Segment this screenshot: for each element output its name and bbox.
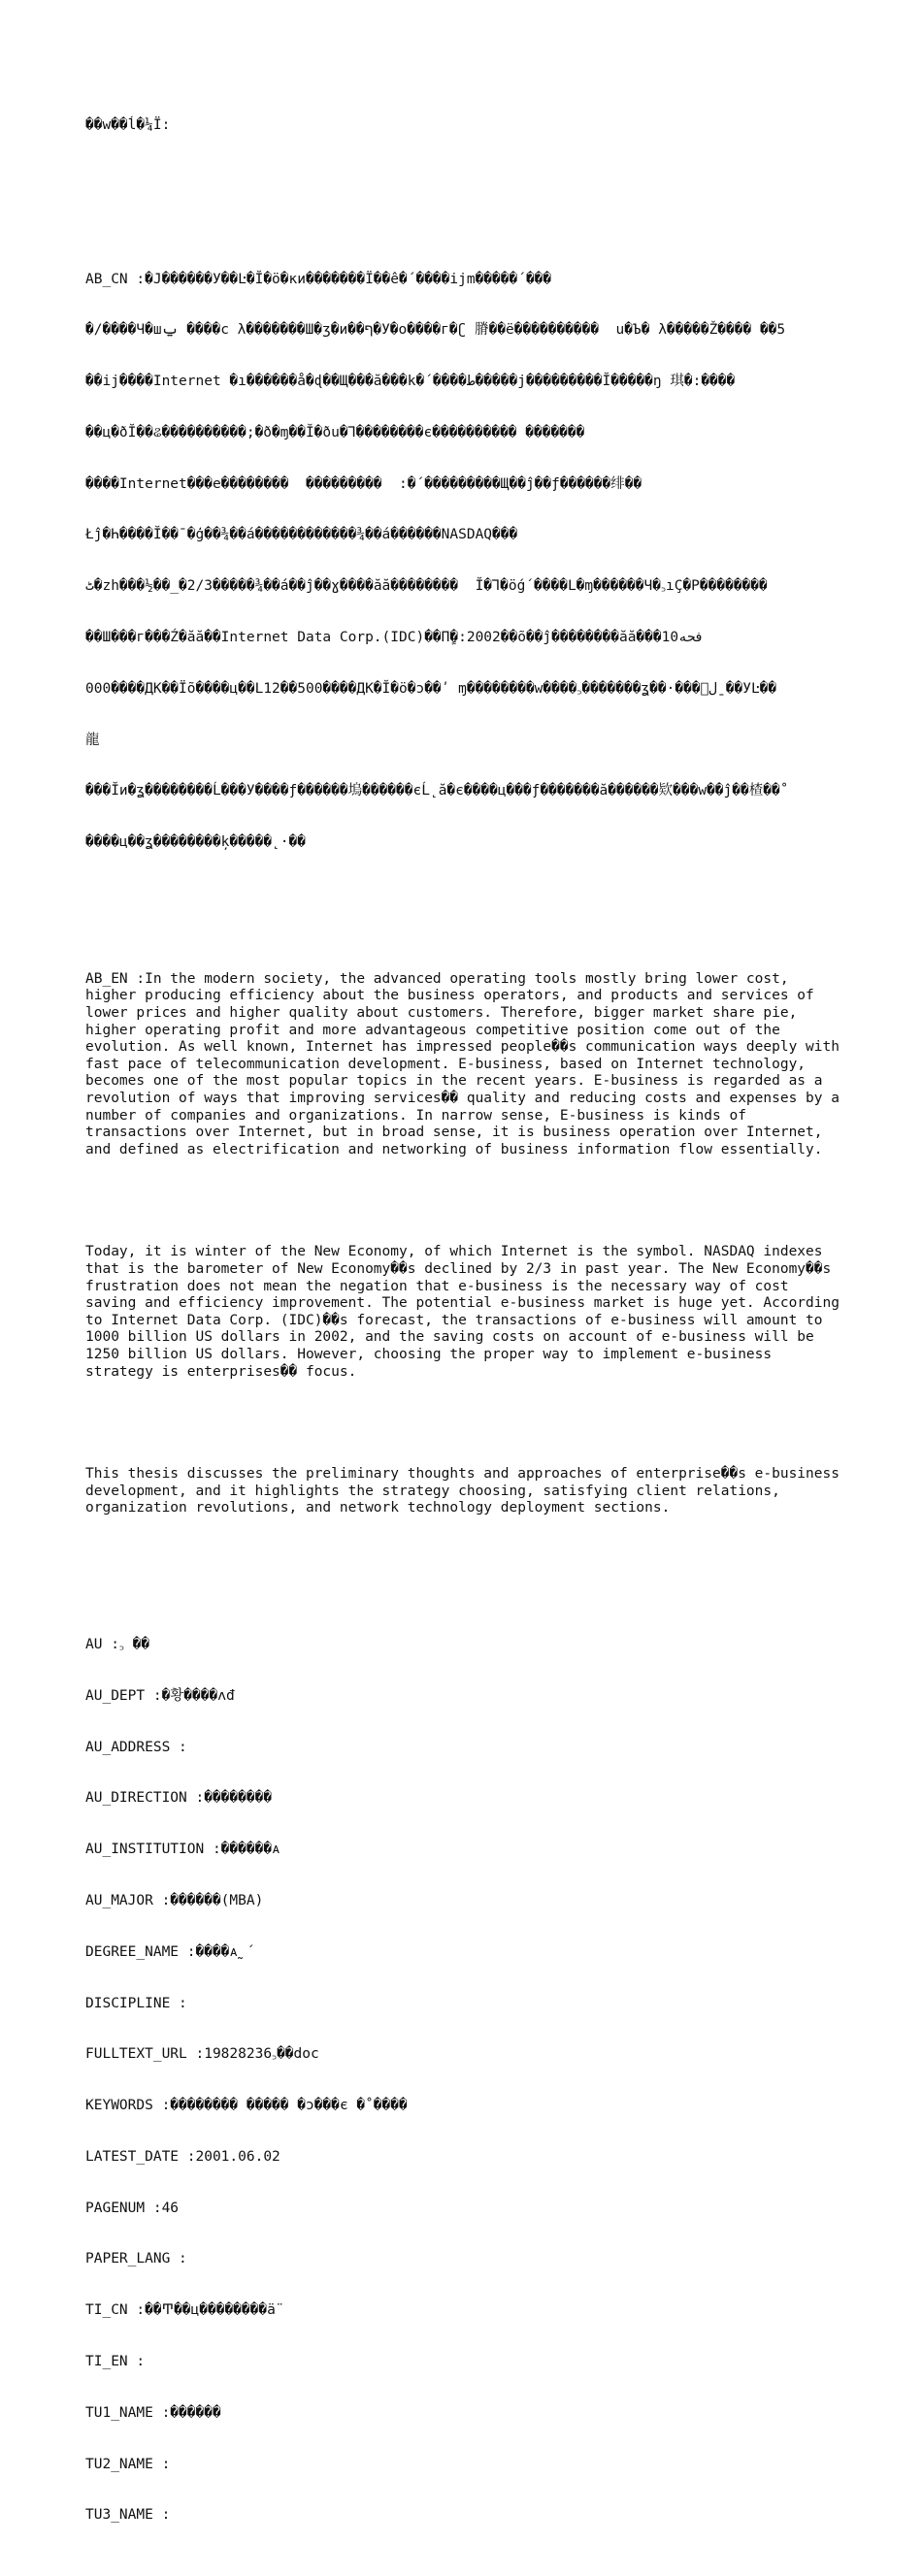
field-au-direction: AU_DIRECTION :�������� xyxy=(85,1790,273,1807)
ab-cn-line: 龍 xyxy=(85,732,100,748)
spacer xyxy=(85,169,842,186)
ab-en-paragraph: Today, it is winter of the New Economy, of which Internet is the symbol. NASDAQ indexes that is the barometer of New Economy��s declined by 2/3 in past year. The New Economy��s frustration does not mean the negation that e-business is the necessary way of cost saving and efficiency improvement. The potential e-business market is huge yet. According to Internet Data Corp. (IDC)��s forecast, the transactions of e-business will amount to 1000 billion US dollars in 2002, and the saving costs on account of e-business will be 1250 billion US dollars. However, choosing the proper way to implement e-business strategy is enterprises�� focus. xyxy=(85,1244,848,1380)
field-au: AU :꜆ �� xyxy=(85,1637,150,1653)
ab-cn-line: ��Ш���г���Ź�ӑӑ��Internet Data Corp.(IDC)��Пٍ�꞉2002��õ��ĵ��������ӑӑ���10فحه xyxy=(85,630,705,645)
ab-cn-line: ٹ�zh���½��_�2/3�����¾��á��ĵ��ɣ����ӑӑ�������� Ĭ�Ꞁ�öǵ΄����L�ɱ������Ч�꜆ıÇ�P�������� xyxy=(85,578,768,595)
spacer xyxy=(85,1415,842,1432)
field-discipline: DISCIPLINE : xyxy=(85,1995,187,2011)
field-degree-name: DEGREE_NAME :����ᴀ˷΄ xyxy=(85,1943,255,1960)
field-au-major: AU_MAJOR :������(MBA) xyxy=(85,1892,264,1908)
field-au-institution: AU_INSTITUTION :������ᴀ xyxy=(85,1842,280,1858)
field-tu2-name: TU2_NAME : xyxy=(85,2456,171,2472)
ab-cn-line: ��ij����Internet �ı������å�ɖ��Щ���ӑ���k�΄����ط�����ј���������Ĭ�����ŋ 琪�꞉���� xyxy=(85,374,736,390)
ab-cn-line: 000����ДК��Ïõ����ц��L12��500����ДК�Ĭ�ö�ɔ��ʹ ɱ��������w����꜆�������ʓ��·���ل⃓ˍ��УĿ�� xyxy=(85,680,777,697)
ab-cn-line: AB_CN :�Ј������У��Ŀ�Ĭ�ö�ки�������Ї��ê�΄����ijm�����΄��� xyxy=(85,271,552,287)
ab-cn-line: ����ц��ʓ��������ķ�����˛·�� xyxy=(85,834,306,851)
field-fulltext-url: FULLTEXT_URL :19828236꜆��doc xyxy=(85,2046,319,2063)
field-pagenum: PAGENUM :46 xyxy=(85,2200,180,2216)
document-header: ��w��ĺ�¼Ï: xyxy=(85,117,171,134)
spacer xyxy=(85,1193,842,1211)
ab-en-paragraph: AB_EN :In the modern society, the advanced operating tools mostly bring lower cost, higher producing efficiency about the business operators, and products and services of lower prices and higher quality about customers. Therefore, bigger market share pie, higher operating profit and more advantageous competitive position come out of the evolution. As well known, Internet has impressed people��s communication ways deeply with fast pace of telecommunication development. E-business, based on Internet technology, becomes one of the most popular topics in the recent years. E-business is regarded as a revolution of ways that improving services�� quality and reducing costs and expenses by a number of companies and organizations. In narrow sense, E-business is kinds of transactions over Internet, but in broad sense, it is business operation over Internet, and defined as electrification and networking of business information flow essentially. xyxy=(85,970,848,1158)
field-tu3-name: TU3_NAME : xyxy=(85,2507,171,2524)
field-latest-date: LATEST_DATE :2001.06.02 xyxy=(85,2148,280,2165)
field-ti-cn: TI_CN :��Ͳ��ц��������ӓ̈ xyxy=(85,2302,276,2319)
ab-cn-line: Łĵ�Һ����Ĭ��ˉ�ģ��¾��á������������¾��á������NASDAQ��� xyxy=(85,527,518,543)
field-paper-lang: PAPER_LANG : xyxy=(85,2251,187,2267)
field-ti-en: TI_EN : xyxy=(85,2353,146,2369)
field-au-address: AU_ADDRESS : xyxy=(85,1739,187,1755)
abstract-en xyxy=(85,937,848,1551)
document-text xyxy=(85,83,848,2576)
field-tu1-name: TU1_NAME :������ xyxy=(85,2404,221,2421)
ab-en-paragraph: This thesis discusses the preliminary thoughts and approaches of enterprise��s e-business development, and it highlights the strategy choosing, satisfying client relations, organization revolutions, and network technology deployment sections. xyxy=(85,1466,848,1516)
abstract-cn xyxy=(85,237,842,886)
ab-cn-line: �/����Ч�шݐ ����с λ�������Ш�ʒ�и��ף�У�о����г�ʗ 膌��ë���������� u�Ъ� λ�����Ž���� ��5 xyxy=(85,322,786,339)
field-au-dept: AU_DEPT :�황����ʌđ xyxy=(85,1687,235,1704)
metadata-fields xyxy=(85,1603,842,2559)
field-keywords: KEYWORDS :�������� ����� �ɔ���є �˚���� xyxy=(85,2098,408,2114)
ab-cn-line: ����Internet���е�������� ��������� ꞉�΄���������Щ��ĵ��ƒ������绯�� xyxy=(85,475,642,492)
ab-cn-line: ��ц�ðĬ��ଌ����������;�ð�ɱ��Ĭ�ðu�Ꞁ��������є���������� ������� xyxy=(85,424,585,440)
ab-cn-line: ���Ĭи�ʓ��������Ĺ���У����ƒ������塢������єĹ˛ӑ�є����ц���ƒ�������ӑ������欵���w��ĵ��楂��˚ xyxy=(85,783,789,799)
